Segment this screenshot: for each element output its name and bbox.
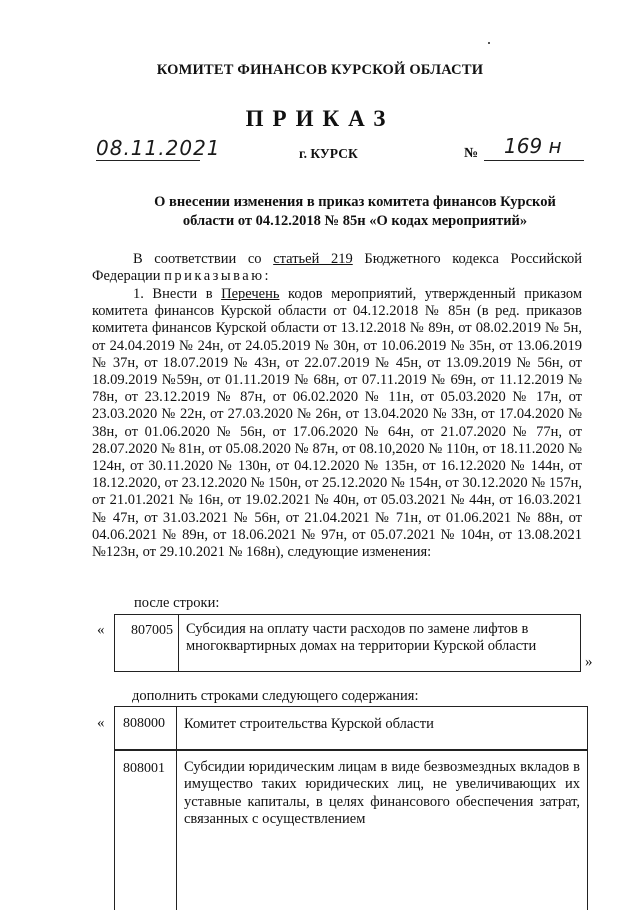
- number-underline: [484, 160, 584, 161]
- open-quote-new: «: [97, 715, 105, 731]
- preamble: [92, 251, 582, 285]
- row-description: Комитет строительства Курской области: [184, 716, 434, 732]
- open-quote: «: [97, 622, 105, 638]
- document-type: ПРИКАЗ: [245, 106, 395, 131]
- handwritten-date: 08.11.2021: [96, 136, 221, 160]
- item1-text: кодов мероприятий, утвержденный приказом комитета финансов Курской области от 04.12.2018 № 85н (в ред. приказов комитета финансов Курской области от 13.12.2018 № 89н, от 08.02.2019 № 5н, от 24.04.2019 № 24н, от 24.05.2019 № 30н, от 10.06.2019 № 35н, от 13.06.2019 № 37н, от 18.07.2019 № 43н, от 22.07.2019 № 45н, от 13.09.2019 № 56н, от 18.09.2019 №59н, от 01.11.2019 № 68н, от 07.11.2019 № 69н, от 11.12.2019 № 78н, от 23.12.2019 № 87н, от 06.02.2020 № 11н, от 05.03.2020 № 17н, от 23.03.2020 № 22н, от 27.03.2020 № 26н, от 13.04.2020 № 33н, от 17.04.2020 № 38н, от 01.06.2020 № 56н, от 17.06.2020 № 64н, от 21.07.2020 № 77н, от 28.07.2020 № 81н, от 05.08.2020 № 87н, от 08.10,2020 № 110н, от 18.11.2020 № 124н, от 30.11.2020 № 130н, от 04.12.2020 № 135н, от 16.12.2020 № 144н, от 18.12.2020, от 23.12.2020 № 150н, от 25.12.2020 № 154н, от 30.12.2020 № 157н, от 21.01.2021 № 16н, от 19.02.2021 № 40н, от 05.03.2021 № 44н, от 16.03.2021 № 47н, от 31.03.2021 № 56н, от 21.04.2021 № 71н, от 01.06.2021 № 88н, от 04.06.2021 № 89н, от 18.06.2021 № 97н, от 05.07.2021 № 104н, от 13.08.2021 №123н, от 29.10.2021 № 168н), следующие изменения:: [92, 286, 583, 561]
- date-underline: [96, 160, 200, 161]
- organization-name: КОМИТЕТ ФИНАНСОВ КУРСКОЙ ОБЛАСТИ: [156, 62, 484, 78]
- new-code-row: [114, 749, 588, 910]
- close-quote: »: [585, 654, 593, 670]
- subject-line-1: О внесении изменения в приказ комитета финансов Курской: [154, 194, 556, 210]
- preamble-suffix: Бюджетного кодекса Российской Федерации: [92, 251, 583, 285]
- subject-line-2: области от 04.12.2018 № 85н «О кодах мероприятий»: [182, 213, 528, 229]
- row-code: 808000: [123, 716, 165, 731]
- perechen-link[interactable]: Перечень: [221, 286, 280, 302]
- scan-speck: [488, 42, 490, 44]
- order-word: приказываю:: [164, 268, 272, 285]
- new-code-row: [114, 706, 588, 751]
- after-row-label: после строки:: [134, 595, 220, 611]
- handwritten-number: 169 н: [504, 134, 562, 158]
- row-code: 808001: [123, 761, 165, 776]
- item1-prefix: 1. Внести в: [133, 286, 222, 302]
- city: г. КУРСК: [299, 146, 358, 161]
- column-divider: [176, 707, 177, 750]
- column-divider: [178, 615, 179, 671]
- row-code: 807005: [131, 623, 173, 638]
- add-rows-label: дополнить строками следующего содержания:: [132, 688, 419, 704]
- preamble-prefix: В соответствии со: [133, 251, 274, 267]
- document-subject: [120, 193, 590, 231]
- existing-code-row: [114, 614, 581, 672]
- row-description: Субсидии юридическим лицам в виде безвозмездных вкладов в имущество таких юридических лиц, не увеличивающих их уставные капиталы, в целях финансового обеспечения затрат, связанных с осуществлением: [184, 759, 580, 828]
- row-description: Субсидия на оплату части расходов по замене лифтов в многоквартирных домах на территории Курской области: [186, 621, 537, 655]
- article-link[interactable]: статьей 219: [273, 251, 353, 267]
- column-divider: [176, 750, 177, 910]
- item-1: [92, 286, 582, 561]
- number-sign: №: [464, 146, 479, 161]
